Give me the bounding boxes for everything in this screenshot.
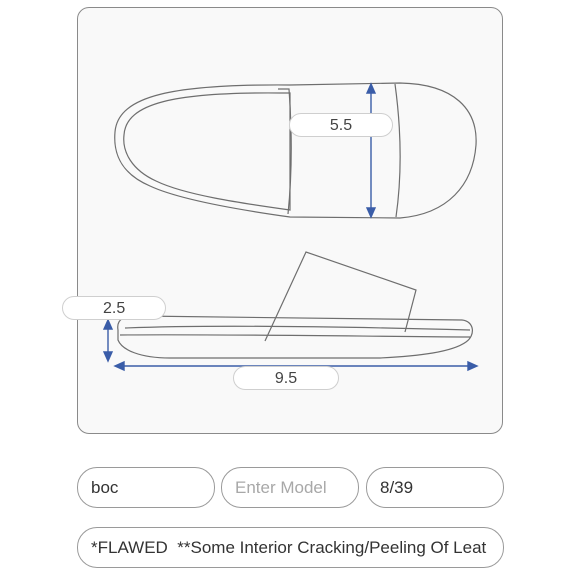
- brand-input[interactable]: [91, 468, 214, 507]
- sole-length-label: 9.5: [233, 366, 339, 390]
- notes-field[interactable]: [77, 527, 504, 568]
- brand-field[interactable]: [77, 467, 215, 508]
- strap-width-arrow: [367, 84, 375, 217]
- model-input[interactable]: [235, 468, 358, 507]
- sole-height-label: 2.5: [62, 296, 166, 320]
- notes-input[interactable]: [91, 528, 495, 567]
- strap-width-label: 5.5: [289, 113, 393, 137]
- size-field[interactable]: [366, 467, 504, 508]
- sandal-side-view: [118, 252, 473, 358]
- size-input[interactable]: [380, 468, 503, 507]
- model-field[interactable]: [221, 467, 359, 508]
- sandal-top-view: [115, 83, 476, 218]
- sole-height-arrow: [104, 320, 112, 361]
